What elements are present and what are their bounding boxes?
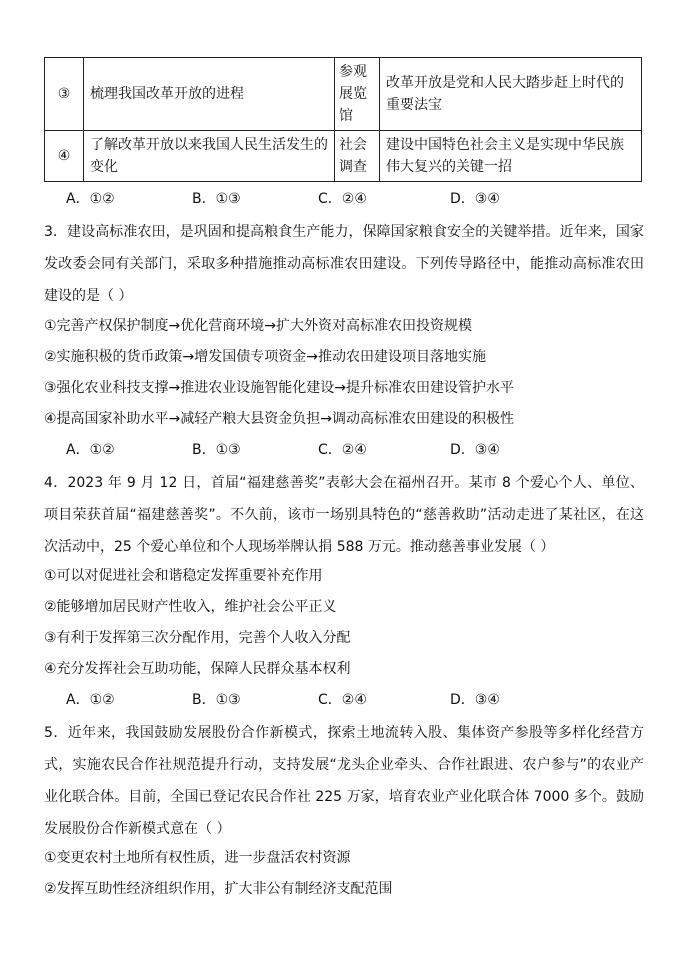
row-task: 梳理我国改革开放的进程 — [84, 58, 335, 131]
option-b[interactable]: B．①③ — [192, 692, 241, 708]
row-method: 参观展览馆 — [335, 58, 380, 131]
q2-options — [66, 189, 500, 209]
q3-item-3: ③强化农业科技支撑→推进农业设施智能化建设→提升标准农田建设管护水平 — [44, 380, 515, 396]
q3-item-2: ②实施积极的货币政策→增发国债专项资金→推动农田建设项目落地实施 — [44, 349, 487, 365]
q4-item-1: ①可以对促进社会和谐稳定发挥重要补充作用 — [44, 568, 323, 584]
q4-options — [66, 690, 500, 710]
option-c[interactable]: C．②④ — [318, 191, 367, 207]
q4-item-4: ④充分发挥社会互助功能，保障人民群众基本权利 — [44, 661, 351, 677]
activity-table — [44, 57, 642, 182]
q4-item-2: ②能够增加居民财产性收入，维护社会公平正义 — [44, 599, 337, 615]
q5-item-1: ①变更农村土地所有权性质，进一步盘活农村资源 — [44, 850, 351, 866]
option-a[interactable]: A．①② — [66, 692, 115, 708]
q4-stem: 4．2023 年 9 月 12 日，首届“福建慈善奖”表彰大会在福州召开。某市 8 个爱心个人、单位、项目荣获首届“福建慈善奖”。不久前，该市一场别具特色的“慈善救助”活动走进了某社区，在这次活动中，25 个爱心单位和个人现场举牌认捐 588 万元。推动慈善事业发展（ ） — [44, 475, 644, 555]
option-d[interactable]: D．③④ — [450, 191, 500, 207]
row-number: ③ — [45, 58, 84, 131]
option-a[interactable]: A．①② — [66, 191, 115, 207]
table-row — [45, 131, 642, 182]
q4-item-3: ③有利于发挥第三次分配作用，完善个人收入分配 — [44, 630, 351, 646]
row-task: 了解改革开放以来我国人民生活发生的变化 — [84, 131, 335, 182]
table-row — [45, 58, 642, 131]
q3-options — [66, 440, 500, 460]
row-conclusion: 建设中国特色社会主义是实现中华民族伟大复兴的关键一招 — [380, 131, 642, 182]
option-b[interactable]: B．①③ — [192, 442, 241, 458]
row-conclusion: 改革开放是党和人民大踏步赶上时代的重要法宝 — [380, 58, 642, 131]
row-method: 社会调查 — [335, 131, 380, 182]
option-c[interactable]: C．②④ — [318, 692, 367, 708]
q5-item-2: ②发挥互助性经济组织作用，扩大非公有制经济支配范围 — [44, 881, 393, 897]
q3-item-1: ①完善产权保护制度→优化营商环境→扩大外资对高标准农田投资规模 — [44, 318, 473, 334]
q3-stem: 3．建设高标准农田，是巩固和提高粮食生产能力，保障国家粮食安全的关键举措。近年来，国家发改委会同有关部门，采取多种措施推动高标准农田建设。下列传导路径中，能推动高标准农田建设的是（ ） — [44, 224, 644, 304]
option-d[interactable]: D．③④ — [450, 692, 500, 708]
q3-item-4: ④提高国家补助水平→减轻产粮大县资金负担→调动高标准农田建设的积极性 — [44, 411, 515, 427]
row-number: ④ — [45, 131, 84, 182]
q5-stem: 5．近年来，我国鼓励发展股份合作新模式，探索土地流转入股、集体资产参股等多样化经营方式，实施农民合作社规范提升行动，支持发展“龙头企业牵头、合作社跟进、农户参与”的农业产业化联合体。目前，全国已登记农民合作社 225 万家，培育农业产业化联合体 7000 多个。鼓励发展股份合作新模式意在（ ） — [44, 725, 644, 837]
option-b[interactable]: B．①③ — [192, 191, 241, 207]
option-a[interactable]: A．①② — [66, 442, 115, 458]
option-d[interactable]: D．③④ — [450, 442, 500, 458]
option-c[interactable]: C．②④ — [318, 442, 367, 458]
